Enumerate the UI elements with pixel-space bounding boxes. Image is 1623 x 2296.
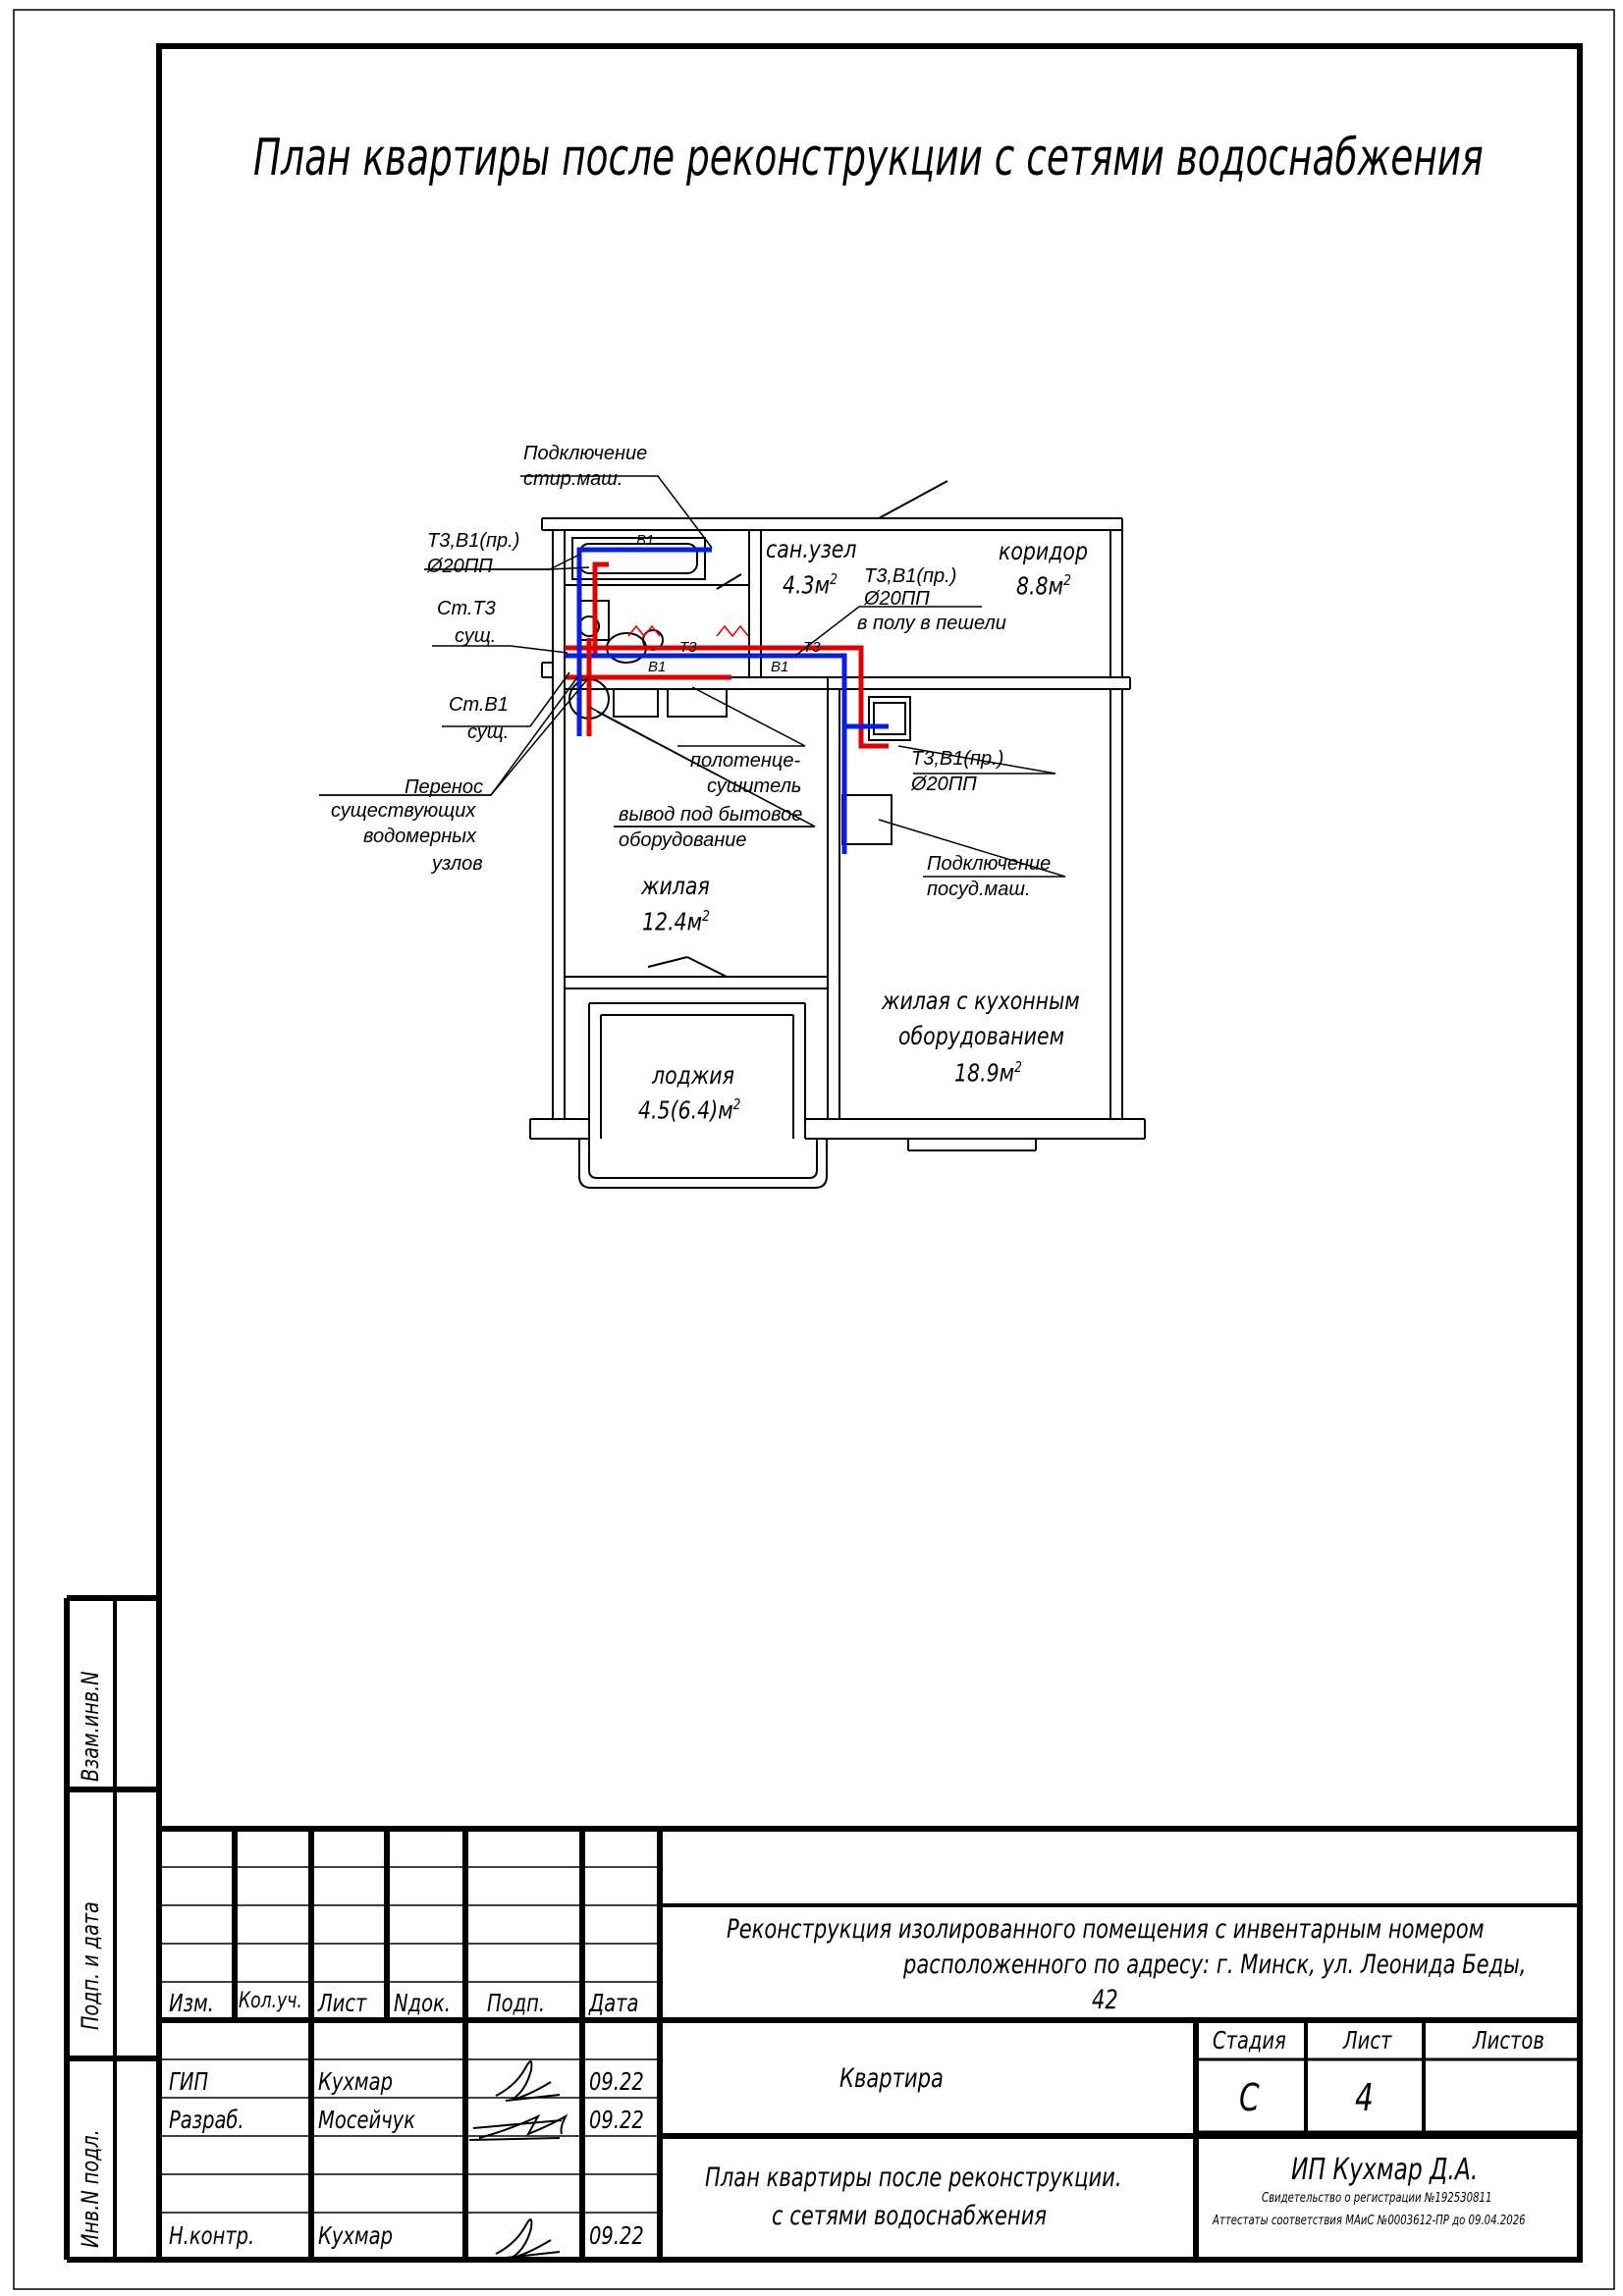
callout-vyvod-2: оборудование <box>619 829 747 851</box>
room-name-zhilaya: жилая <box>641 872 710 900</box>
side-stamp-inv: Инв.N подл. <box>77 2129 104 2248</box>
callout-t3b1-floor-2: Ø20ПП <box>864 588 930 610</box>
room-area-sanuzel: $4.3м^2$ <box>783 570 838 600</box>
tb-project-line3: 42 <box>1092 1985 1118 2015</box>
callout-posud-1: Подключение <box>927 853 1052 875</box>
tb-name-gip: Кухмар <box>318 2067 393 2096</box>
tb-sheet-header: Лист <box>1343 2026 1392 2055</box>
tb-cert2: Аттестаты соответствия МАиС №0003612-ПР до 09.04.2026 <box>1213 2214 1526 2228</box>
room-area-zhilaya: $12.4м^2$ <box>642 907 710 936</box>
callout-posud-2: посуд.маш. <box>927 879 1031 900</box>
tb-project-line1: Реконструкция изолированного помещения с инвентарным номером <box>727 1914 1485 1945</box>
callout-t3b1-floor-3: в полу в пешели <box>857 613 1006 634</box>
room-name-kitchen-2: оборудованием <box>898 1022 1065 1050</box>
room-area-koridor: $8.8м^2$ <box>1016 571 1071 601</box>
room-name-koridor: коридор <box>999 537 1088 565</box>
tb-role-gip: ГИП <box>169 2067 209 2096</box>
tb-stage-value: С <box>1239 2076 1260 2119</box>
pipe-tag-b1-3: В1 <box>771 659 789 675</box>
tb-role-nkontr: Н.контр. <box>169 2221 255 2250</box>
callout-t3b1-kitchen-2: Ø20ПП <box>911 774 977 795</box>
tb-cert1: Свидетельство о регистрации №192530811 <box>1262 2191 1492 2206</box>
pipe-tag-b1-1: В1 <box>636 532 655 549</box>
tb-header-podp: Подп. <box>487 1989 546 2017</box>
room-area-kitchen: $18.9м^2$ <box>954 1058 1022 1088</box>
drawing-title: План квартиры после реконструкции с сетями водоснабжения <box>253 129 1484 187</box>
tb-name-nkontr: Кухмар <box>318 2221 393 2250</box>
tb-role-razrab: Разраб. <box>169 2106 244 2134</box>
callout-perenos-4: узлов <box>432 853 483 875</box>
tb-drawing-line1: План квартиры после реконструкции. <box>705 2163 1122 2193</box>
room-name-sanuzel: сан.узел <box>766 535 857 563</box>
pipe-tag-b1-2: В1 <box>648 659 667 675</box>
callout-towel-1: полотенце- <box>690 750 801 772</box>
callout-towel-2: сушитель <box>707 775 802 797</box>
tb-company: ИП Кухмар Д.А. <box>1291 2153 1479 2187</box>
tb-name-razrab: Мосейчук <box>318 2106 415 2134</box>
callout-t3b1-top-1: Т3,В1(пр.) <box>427 530 520 552</box>
tb-sheets-header: Листов <box>1473 2026 1544 2055</box>
callout-perenos-3: водомерных <box>363 826 476 847</box>
callout-perenos-1: Перенос <box>405 776 483 798</box>
side-stamp-vzam: Взам.инв.N <box>77 1671 104 1782</box>
tb-object: Квартира <box>839 2063 944 2094</box>
tb-drawing-line2: с сетями водоснабжения <box>772 2201 1048 2231</box>
tb-date-nkontr: 09.22 <box>589 2221 644 2250</box>
pipe-tag-t3-2: Т3 <box>803 639 821 656</box>
side-stamp-podp: Подп. и дата <box>77 1901 104 2030</box>
tb-header-izm: Изм. <box>169 1989 214 2017</box>
callout-t3b1-top-2: Ø20ПП <box>427 556 493 577</box>
callout-vyvod-1: вывод под бытовое <box>619 804 803 826</box>
tb-header-koluch: Кол.уч. <box>239 1989 302 2013</box>
tb-sheet-value: 4 <box>1355 2076 1374 2119</box>
tb-project-line2: расположенного по адресу: г. Минск, ул. Леонида Беды, <box>903 1949 1527 1980</box>
room-area-lodzhia: $4.5(6.4)м^2$ <box>638 1095 741 1125</box>
tb-date-gip: 09.22 <box>589 2067 644 2096</box>
callout-perenos-2: существующих <box>331 800 476 822</box>
pipe-tag-t3-1: Т3 <box>679 639 697 656</box>
callout-st-t3-1: Ст.Т3 <box>437 598 496 619</box>
callout-st-b1-2: сущ. <box>467 721 510 743</box>
tb-date-razrab: 09.22 <box>589 2106 644 2134</box>
callout-stir-2: стир.маш. <box>523 468 623 490</box>
tb-header-ndok: Nдок. <box>394 1989 451 2017</box>
callout-st-t3-2: сущ. <box>455 625 497 647</box>
tb-stage-header: Стадия <box>1213 2026 1286 2055</box>
tb-header-list: Лист <box>318 1989 367 2017</box>
callout-t3b1-floor-1: Т3,В1(пр.) <box>864 565 957 587</box>
callout-stir-1: Подключение <box>523 443 648 464</box>
callout-t3b1-kitchen-1: Т3,В1(пр.) <box>911 748 1004 770</box>
tb-header-data: Дата <box>589 1989 639 2017</box>
room-name-kitchen-1: жилая с кухонным <box>882 987 1080 1015</box>
room-name-lodzhia: лоджия <box>652 1061 734 1090</box>
callout-st-b1-1: Ст.В1 <box>449 694 509 716</box>
